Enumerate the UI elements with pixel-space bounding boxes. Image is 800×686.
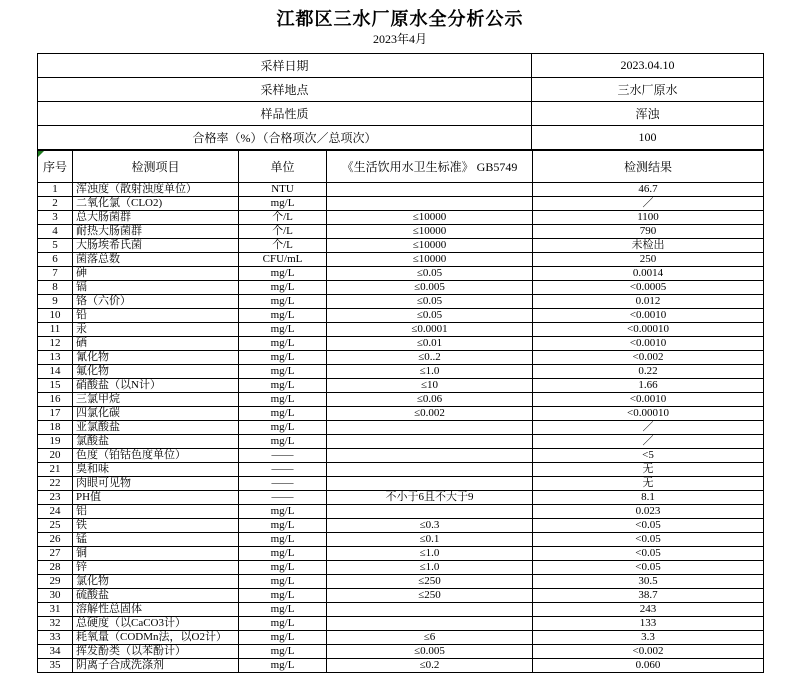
cell-unit: mg/L [239, 323, 327, 337]
cell-standard: ≤0.01 [327, 337, 533, 351]
cell-no: 25 [38, 519, 73, 533]
cell-no: 5 [38, 239, 73, 253]
cell-no: 29 [38, 575, 73, 589]
cell-standard: ≤6 [327, 631, 533, 645]
cell-unit: mg/L [239, 309, 327, 323]
cell-unit: mg/L [239, 197, 327, 211]
cell-standard: ≤0.05 [327, 295, 533, 309]
table-row [38, 519, 764, 533]
page-title: 江都区三水厂原水全分析公示 [276, 9, 524, 29]
header-standard: 《生活饮用水卫生标准》 GB5749 [327, 151, 533, 183]
table-row [38, 631, 764, 645]
table-row [38, 477, 764, 491]
cell-unit: NTU [239, 183, 327, 197]
header-no [38, 151, 73, 183]
cell-result: 133 [533, 617, 764, 631]
cell-result: ／ [533, 197, 764, 211]
info-label: 样品性质 [38, 102, 532, 126]
cell-unit: mg/L [239, 295, 327, 309]
cell-standard: ≤0.06 [327, 393, 533, 407]
info-label: 采样日期 [38, 54, 532, 78]
cell-no: 12 [38, 337, 73, 351]
table-row [38, 435, 764, 449]
cell-unit: mg/L [239, 365, 327, 379]
cell-item: 氰化物 [73, 351, 239, 365]
cell-standard: ≤10000 [327, 239, 533, 253]
info-row-sample-date [38, 54, 764, 78]
cell-result: 0.012 [533, 295, 764, 309]
cell-no: 24 [38, 505, 73, 519]
cell-item: 四氯化碳 [73, 407, 239, 421]
cell-no: 1 [38, 183, 73, 197]
table-row [38, 393, 764, 407]
cell-item: 菌落总数 [73, 253, 239, 267]
table-row [38, 575, 764, 589]
cell-standard: ≤0.002 [327, 407, 533, 421]
table-row [38, 351, 764, 365]
cell-unit: CFU/mL [239, 253, 327, 267]
table-row [38, 603, 764, 617]
cell-unit: mg/L [239, 379, 327, 393]
info-value: 浑浊 [532, 102, 764, 126]
cell-no: 33 [38, 631, 73, 645]
cell-result: 1100 [533, 211, 764, 225]
cell-result: <0.0010 [533, 309, 764, 323]
cell-standard: ≤1.0 [327, 365, 533, 379]
cell-unit: —— [239, 463, 327, 477]
cell-no: 34 [38, 645, 73, 659]
cell-item: 铝 [73, 505, 239, 519]
cell-item: 亚氯酸盐 [73, 421, 239, 435]
cell-standard: ≤0..2 [327, 351, 533, 365]
cell-no: 13 [38, 351, 73, 365]
cell-result: 1.66 [533, 379, 764, 393]
cell-standard: ≤250 [327, 589, 533, 603]
cell-item: 总大肠菌群 [73, 211, 239, 225]
table-row [38, 407, 764, 421]
cell-no: 28 [38, 561, 73, 575]
cell-item: 大肠埃希氏菌 [73, 239, 239, 253]
table-row [38, 365, 764, 379]
cell-standard: ≤0.2 [327, 659, 533, 673]
cell-standard: ≤250 [327, 575, 533, 589]
cell-standard: ≤0.05 [327, 267, 533, 281]
cell-no: 23 [38, 491, 73, 505]
table-row [38, 491, 764, 505]
cell-unit: mg/L [239, 533, 327, 547]
cell-result: <0.0010 [533, 337, 764, 351]
cell-unit: mg/L [239, 575, 327, 589]
cell-unit: mg/L [239, 631, 327, 645]
cell-item: 浑浊度（散射浊度单位） [73, 183, 239, 197]
cell-standard [327, 421, 533, 435]
cell-standard: ≤10000 [327, 225, 533, 239]
cell-unit: 个/L [239, 225, 327, 239]
cell-item: 阴离子合成洗涤剂 [73, 659, 239, 673]
table-row [38, 337, 764, 351]
cell-unit: mg/L [239, 407, 327, 421]
cell-standard [327, 197, 533, 211]
cell-no: 11 [38, 323, 73, 337]
cell-standard: ≤1.0 [327, 561, 533, 575]
cell-result: <0.002 [533, 351, 764, 365]
cell-result: <0.05 [533, 533, 764, 547]
info-value: 2023.04.10 [532, 54, 764, 78]
cell-standard: ≤0.05 [327, 309, 533, 323]
cell-result: <5 [533, 449, 764, 463]
cell-standard [327, 505, 533, 519]
header-item: 检测项目 [73, 151, 239, 183]
table-row [38, 225, 764, 239]
cell-result: <0.0010 [533, 393, 764, 407]
cell-result: 8.1 [533, 491, 764, 505]
cell-item: 铜 [73, 547, 239, 561]
cell-item: 硒 [73, 337, 239, 351]
table-row [38, 645, 764, 659]
cell-result: 30.5 [533, 575, 764, 589]
cell-result: 38.7 [533, 589, 764, 603]
info-value: 100 [532, 126, 764, 150]
cell-item: 硫酸盐 [73, 589, 239, 603]
cell-item: 溶解性总固体 [73, 603, 239, 617]
cell-no: 27 [38, 547, 73, 561]
table-row [38, 561, 764, 575]
cell-unit: mg/L [239, 645, 327, 659]
cell-item: 挥发酚类（以苯酚计） [73, 645, 239, 659]
main-table [37, 150, 764, 673]
cell-standard: ≤0.1 [327, 533, 533, 547]
cell-result: <0.05 [533, 519, 764, 533]
table-row [38, 547, 764, 561]
cell-no: 18 [38, 421, 73, 435]
table-row [38, 239, 764, 253]
table-row [38, 449, 764, 463]
cell-standard: ≤0.3 [327, 519, 533, 533]
table-row [38, 617, 764, 631]
cell-unit: mg/L [239, 505, 327, 519]
info-row-sample-location [38, 78, 764, 102]
main-table-body [38, 183, 764, 673]
table-row [38, 183, 764, 197]
cell-item: 氯酸盐 [73, 435, 239, 449]
cell-item: 砷 [73, 267, 239, 281]
info-label: 采样地点 [38, 78, 532, 102]
cell-item: PH值 [73, 491, 239, 505]
cell-result: <0.002 [533, 645, 764, 659]
cell-unit: 个/L [239, 211, 327, 225]
table-row [38, 379, 764, 393]
cell-standard [327, 435, 533, 449]
cell-standard [327, 603, 533, 617]
cell-item: 锰 [73, 533, 239, 547]
cell-result: 无 [533, 463, 764, 477]
cell-unit: mg/L [239, 603, 327, 617]
cell-no: 26 [38, 533, 73, 547]
cell-no: 8 [38, 281, 73, 295]
table-row [38, 281, 764, 295]
cell-no: 20 [38, 449, 73, 463]
cell-standard [327, 449, 533, 463]
cell-no: 7 [38, 267, 73, 281]
cell-item: 色度（铂钴色度单位） [73, 449, 239, 463]
cell-unit: mg/L [239, 421, 327, 435]
cell-standard: ≤10000 [327, 253, 533, 267]
cell-unit: —— [239, 449, 327, 463]
cell-unit: mg/L [239, 337, 327, 351]
cell-unit: mg/L [239, 435, 327, 449]
cell-no: 35 [38, 659, 73, 673]
cell-result: 243 [533, 603, 764, 617]
cell-result: 0.023 [533, 505, 764, 519]
cell-result: ／ [533, 435, 764, 449]
table-row [38, 659, 764, 673]
cell-result: 0.0014 [533, 267, 764, 281]
cell-standard: ≤0.005 [327, 645, 533, 659]
page-subtitle: 2023年4月 [372, 32, 427, 46]
cell-unit: —— [239, 477, 327, 491]
cell-result: 3.3 [533, 631, 764, 645]
cell-no: 22 [38, 477, 73, 491]
cell-unit: mg/L [239, 561, 327, 575]
cell-flag-icon [38, 151, 44, 157]
cell-item: 铅 [73, 309, 239, 323]
cell-unit: mg/L [239, 267, 327, 281]
cell-unit: mg/L [239, 547, 327, 561]
cell-result: 0.22 [533, 365, 764, 379]
cell-no: 9 [38, 295, 73, 309]
cell-standard [327, 477, 533, 491]
header-result: 检测结果 [533, 151, 764, 183]
info-table [37, 53, 764, 150]
cell-standard: ≤0.0001 [327, 323, 533, 337]
cell-item: 镉 [73, 281, 239, 295]
cell-unit: —— [239, 491, 327, 505]
table-row [38, 309, 764, 323]
cell-no: 16 [38, 393, 73, 407]
cell-item: 汞 [73, 323, 239, 337]
cell-no: 6 [38, 253, 73, 267]
info-value: 三水厂原水 [532, 78, 764, 102]
header-row [38, 151, 764, 183]
cell-item: 耐热大肠菌群 [73, 225, 239, 239]
cell-no: 10 [38, 309, 73, 323]
cell-result: 无 [533, 477, 764, 491]
cell-unit: mg/L [239, 617, 327, 631]
cell-result: 790 [533, 225, 764, 239]
table-row [38, 197, 764, 211]
cell-item: 铁 [73, 519, 239, 533]
info-row-pass-rate [38, 126, 764, 150]
cell-item: 锌 [73, 561, 239, 575]
cell-no: 17 [38, 407, 73, 421]
cell-unit: mg/L [239, 659, 327, 673]
cell-result: <0.05 [533, 547, 764, 561]
cell-no: 3 [38, 211, 73, 225]
cell-result: <0.00010 [533, 323, 764, 337]
cell-no: 21 [38, 463, 73, 477]
cell-unit: mg/L [239, 281, 327, 295]
table-row [38, 589, 764, 603]
table-row [38, 505, 764, 519]
cell-standard: 不小于6且不大于9 [327, 491, 533, 505]
cell-standard [327, 463, 533, 477]
cell-no: 31 [38, 603, 73, 617]
table-row [38, 267, 764, 281]
cell-unit: mg/L [239, 393, 327, 407]
cell-result: <0.05 [533, 561, 764, 575]
cell-item: 耗氧量（CODMn法，以O2计） [73, 631, 239, 645]
cell-no: 19 [38, 435, 73, 449]
cell-result: 未检出 [533, 239, 764, 253]
cell-result: 0.060 [533, 659, 764, 673]
table-row [38, 533, 764, 547]
cell-result: 250 [533, 253, 764, 267]
cell-item: 臭和味 [73, 463, 239, 477]
cell-item: 肉眼可见物 [73, 477, 239, 491]
table-row [38, 253, 764, 267]
cell-result: <0.00010 [533, 407, 764, 421]
cell-no: 15 [38, 379, 73, 393]
cell-standard: ≤10000 [327, 211, 533, 225]
table-row [38, 211, 764, 225]
cell-standard: ≤0.005 [327, 281, 533, 295]
header-unit: 单位 [239, 151, 327, 183]
cell-result: <0.0005 [533, 281, 764, 295]
table-row [38, 421, 764, 435]
info-row-sample-nature [38, 102, 764, 126]
cell-item: 铬（六价） [73, 295, 239, 309]
cell-item: 氟化物 [73, 365, 239, 379]
cell-item: 三氯甲烷 [73, 393, 239, 407]
cell-result: 46.7 [533, 183, 764, 197]
cell-standard: ≤1.0 [327, 547, 533, 561]
table-row [38, 323, 764, 337]
cell-unit: mg/L [239, 351, 327, 365]
cell-item: 总硬度（以CaCO3计） [73, 617, 239, 631]
cell-no: 32 [38, 617, 73, 631]
table-row [38, 295, 764, 309]
info-label: 合格率（%）（合格项次／总项次） [38, 126, 532, 150]
cell-item: 硝酸盐（以N计） [73, 379, 239, 393]
cell-item: 二氧化氯（CLO2) [73, 197, 239, 211]
cell-no: 14 [38, 365, 73, 379]
cell-standard: ≤10 [327, 379, 533, 393]
cell-result: ／ [533, 421, 764, 435]
cell-item: 氯化物 [73, 575, 239, 589]
cell-no: 2 [38, 197, 73, 211]
table-row [38, 463, 764, 477]
cell-unit: mg/L [239, 589, 327, 603]
cell-standard [327, 183, 533, 197]
header-no-label: 序号 [42, 160, 67, 174]
cell-no: 4 [38, 225, 73, 239]
cell-standard [327, 617, 533, 631]
cell-unit: 个/L [239, 239, 327, 253]
cell-unit: mg/L [239, 519, 327, 533]
cell-no: 30 [38, 589, 73, 603]
